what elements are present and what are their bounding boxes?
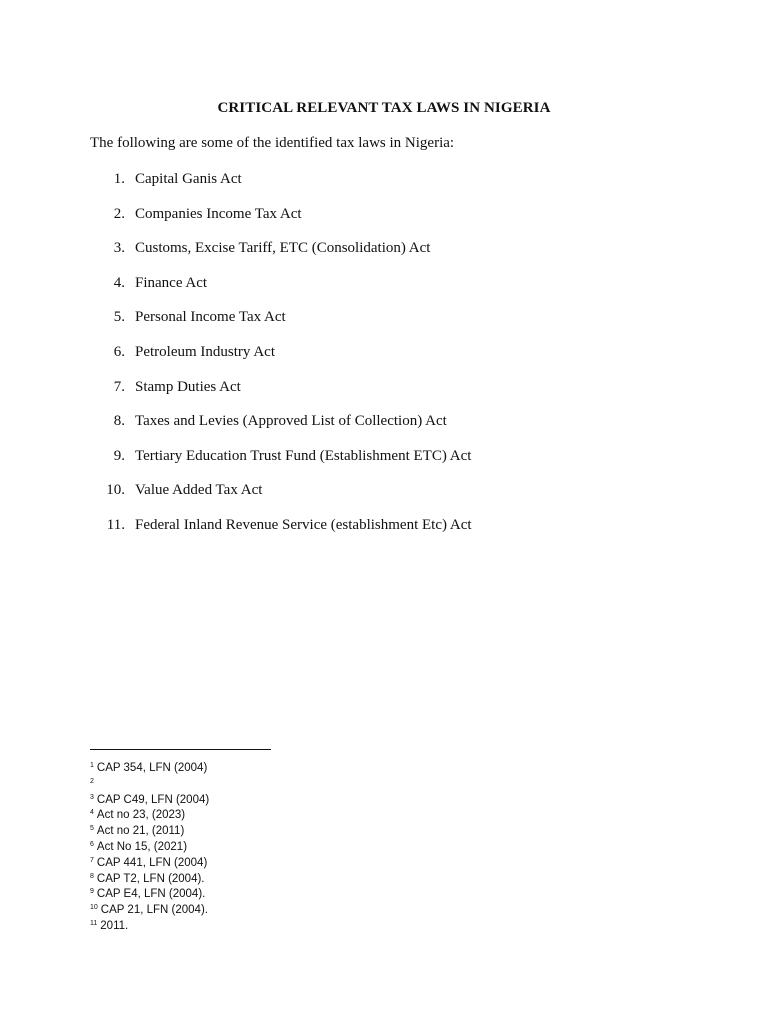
list-item-text: Capital Ganis Act (135, 171, 242, 187)
footnotes-list (90, 758, 209, 932)
footnote-marker: 6 (90, 840, 94, 848)
document-title: CRITICAL RELEVANT TAX LAWS IN NIGERIA (217, 100, 551, 116)
list-item-number: 8. (113, 413, 125, 430)
list-item-number: 2. (113, 205, 125, 222)
footnote (90, 869, 209, 885)
footnote-text: Act No 15, (2021) (96, 840, 188, 853)
footnote-marker: 5 (90, 825, 94, 833)
footnote-marker: 3 (90, 793, 94, 801)
footnote-text: CAP 441, LFN (2004) (96, 856, 208, 869)
footnote-marker: 1 (90, 762, 94, 769)
footnote (90, 758, 209, 774)
footnote-marker: 2 (90, 777, 94, 785)
list-item-number: 1. (113, 171, 125, 187)
footnote-text: CAP C49, LFN (2004) (96, 793, 210, 806)
list-item-number: 5. (113, 309, 125, 326)
list-item-text: Stamp Duties Act (135, 378, 241, 395)
footnote-text: CAP 354, LFN (2004) (96, 762, 208, 774)
list-item-text: Personal Income Tax Act (135, 309, 286, 326)
footnote (90, 900, 209, 916)
list-item-number: 9. (113, 447, 125, 464)
footnote-text: CAP 21, LFN (2004). (100, 904, 208, 917)
footnote-text: Act no 23, (2023) (96, 809, 186, 822)
footnote-text: CAP E4, LFN (2004). (96, 888, 206, 901)
list-item-text: Finance Act (135, 274, 208, 291)
footnote-marker: 10 (90, 904, 98, 912)
footnote-marker: 11 (90, 919, 98, 927)
footnote (90, 837, 209, 853)
footnote (90, 790, 209, 806)
list-item-number: 6. (113, 343, 125, 360)
list-item-text: Taxes and Levies (Approved List of Collection) Act (135, 413, 447, 430)
footnote (90, 821, 209, 837)
list-item-text: Petroleum Industry Act (135, 343, 275, 360)
list-item-number: 11. (106, 516, 125, 533)
list-item-text: Tertiary Education Trust Fund (Establishment ETC) Act (135, 447, 472, 464)
footnote-text: 2011. (100, 919, 129, 932)
list-item-number: 3. (113, 240, 125, 257)
list-item-text: Federal Inland Revenue Service (establishment Etc) Act (135, 516, 472, 533)
footnote-separator (90, 749, 271, 750)
list-item-text: Customs, Excise Tariff, ETC (Consolidation) Act (135, 240, 431, 257)
footnote-marker: 7 (90, 856, 94, 864)
list-item-text: Value Added Tax Act (135, 482, 263, 499)
footnote (90, 774, 209, 790)
footnote (90, 805, 209, 821)
footnote-text: Act no 21, (2011) (96, 825, 185, 838)
footnote (90, 853, 209, 869)
list-item-number: 10. (106, 482, 125, 499)
list-item-number: 4. (113, 274, 125, 291)
footnote (90, 884, 209, 900)
footnote-marker: 9 (90, 888, 94, 896)
list-item-number: 7. (113, 378, 125, 395)
footnote-marker: 4 (90, 809, 94, 817)
list-item-text: Companies Income Tax Act (135, 205, 302, 222)
footnote-text: CAP T2, LFN (2004). (96, 872, 205, 885)
intro-paragraph: The following are some of the identified tax laws in Nigeria: (90, 135, 455, 151)
footnote-marker: 8 (90, 872, 94, 880)
footnote (90, 916, 209, 932)
